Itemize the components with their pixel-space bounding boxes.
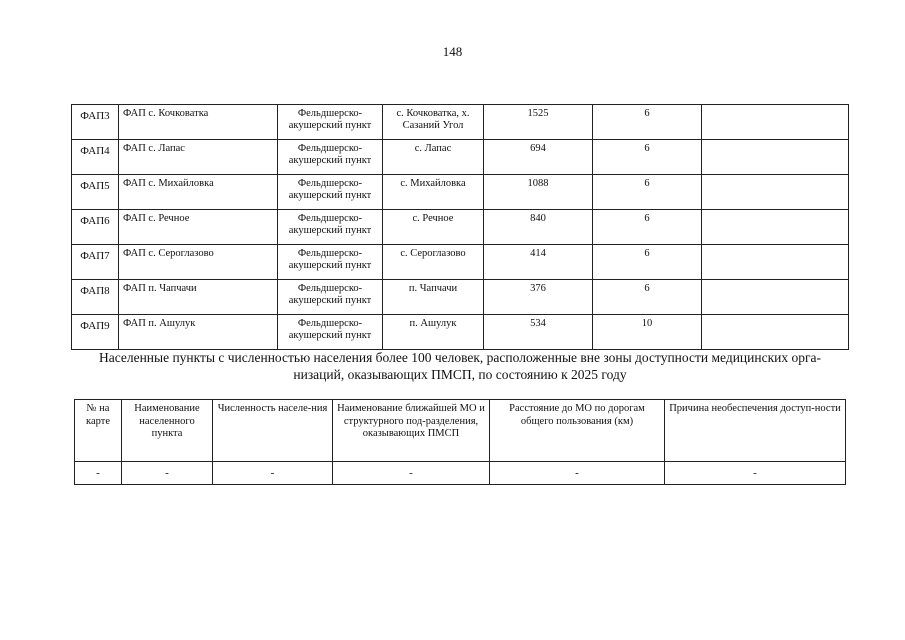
- table-cell: -: [490, 462, 665, 485]
- fap-type: Фельдшерско-акушерский пункт: [278, 210, 383, 245]
- fap-population: 694: [484, 140, 593, 175]
- table-row: [72, 175, 849, 210]
- fap-population: 376: [484, 280, 593, 315]
- page-number: 148: [442, 44, 463, 59]
- fap-location: с. Михайловка: [383, 175, 484, 210]
- section-heading-line-1: Населенные пункты с численностью населения более 100 человек, расположенные вне зоны доступности медицинских орга-: [98, 350, 822, 365]
- fap-note: [702, 210, 849, 245]
- table-row: [72, 105, 849, 140]
- fap-code: ФАП6: [72, 210, 119, 245]
- table-cell: -: [122, 462, 213, 485]
- fap-type: Фельдшерско-акушерский пункт: [278, 315, 383, 350]
- table-row: [72, 315, 849, 350]
- fap-distance: 6: [593, 245, 702, 280]
- table-row: [72, 140, 849, 175]
- fap-note: [702, 140, 849, 175]
- fap-code: ФАП5: [72, 175, 119, 210]
- fap-location: п. Чапчачи: [383, 280, 484, 315]
- section-heading-line-2: низаций, оказывающих ПМСП, по состоянию к 2025 году: [293, 367, 627, 382]
- fap-code: ФАП9: [72, 315, 119, 350]
- fap-name: ФАП с. Михайловка: [119, 175, 278, 210]
- fap-note: [702, 280, 849, 315]
- fap-note: [702, 105, 849, 140]
- fap-location: с. Речное: [383, 210, 484, 245]
- table-cell: -: [665, 462, 846, 485]
- fap-type: Фельдшерско-акушерский пункт: [278, 245, 383, 280]
- header-population: Численность населе-ния: [213, 400, 333, 462]
- table-cell: -: [333, 462, 490, 485]
- fap-code: ФАП7: [72, 245, 119, 280]
- fap-type: Фельдшерско-акушерский пункт: [278, 175, 383, 210]
- table-cell: -: [213, 462, 333, 485]
- fap-location: с. Лапас: [383, 140, 484, 175]
- fap-distance: 6: [593, 175, 702, 210]
- fap-type: Фельдшерско-акушерский пункт: [278, 105, 383, 140]
- table-row: [72, 245, 849, 280]
- outside-access-table: [74, 399, 846, 485]
- header-settlement-name: Наименование населенного пункта: [122, 400, 213, 462]
- fap-distance: 6: [593, 105, 702, 140]
- table-header-row: [75, 400, 846, 462]
- table-row: [72, 210, 849, 245]
- fap-code: ФАП4: [72, 140, 119, 175]
- fap-distance: 6: [593, 210, 702, 245]
- fap-location: п. Ашулук: [383, 315, 484, 350]
- fap-code: ФАП8: [72, 280, 119, 315]
- header-map-number: № на карте: [75, 400, 122, 462]
- fap-population: 1088: [484, 175, 593, 210]
- fap-name: ФАП п. Чапчачи: [119, 280, 278, 315]
- fap-population: 534: [484, 315, 593, 350]
- table-row: [72, 280, 849, 315]
- fap-location: с. Кочковатка, х. Сазаний Угол: [383, 105, 484, 140]
- fap-name: ФАП с. Кочковатка: [119, 105, 278, 140]
- fap-note: [702, 175, 849, 210]
- fap-location: с. Сероглазово: [383, 245, 484, 280]
- header-reason: Причина необеспечения доступ-ности: [665, 400, 846, 462]
- fap-population: 414: [484, 245, 593, 280]
- fap-population: 1525: [484, 105, 593, 140]
- table-row: [75, 462, 846, 485]
- fap-name: ФАП с. Речное: [119, 210, 278, 245]
- fap-table: [71, 104, 849, 350]
- fap-distance: 10: [593, 315, 702, 350]
- header-distance: Расстояние до МО по дорогам общего пользования (км): [490, 400, 665, 462]
- fap-note: [702, 245, 849, 280]
- fap-name: ФАП с. Лапас: [119, 140, 278, 175]
- fap-name: ФАП с. Сероглазово: [119, 245, 278, 280]
- table-cell: -: [75, 462, 122, 485]
- fap-distance: 6: [593, 280, 702, 315]
- fap-population: 840: [484, 210, 593, 245]
- header-nearest-mo: Наименование ближайшей МО и структурного под-разделения, оказывающих ПМСП: [333, 400, 490, 462]
- section-heading: [71, 349, 849, 383]
- fap-code: ФАП3: [72, 105, 119, 140]
- fap-type: Фельдшерско-акушерский пункт: [278, 280, 383, 315]
- fap-note: [702, 315, 849, 350]
- fap-type: Фельдшерско-акушерский пункт: [278, 140, 383, 175]
- fap-distance: 6: [593, 140, 702, 175]
- fap-name: ФАП п. Ашулук: [119, 315, 278, 350]
